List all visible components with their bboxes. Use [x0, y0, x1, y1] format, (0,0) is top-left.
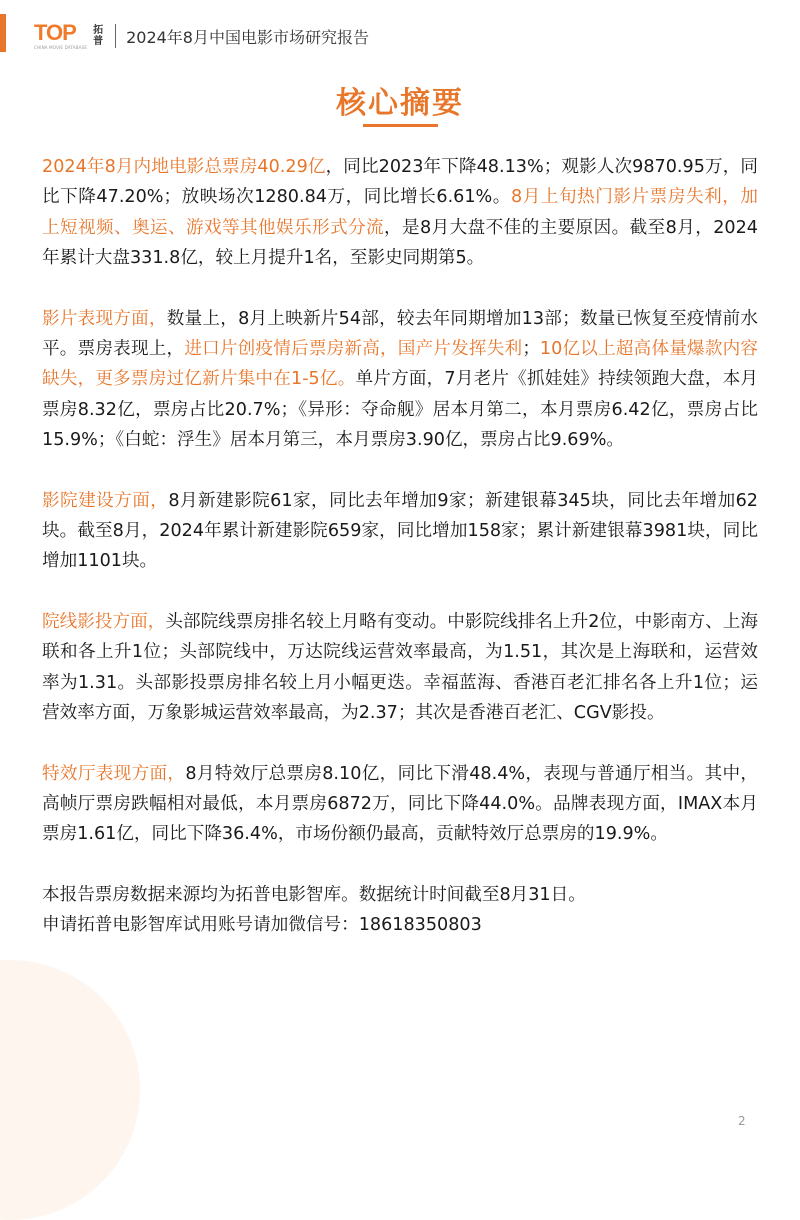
page-number: 2 — [738, 1114, 746, 1128]
body-text: 头部院线票房排名较上月略有变动。中影院线排名上升2位，中影南方、上海联和各上升1位；头部院线中，万达院线运营效率最高，为1.51，其次是上海联和，运营效率为1.31。头部影投票房排名较上月小幅更迭。幸福蓝海、香港百老汇排名各上升1位；运营效率方面，万象影城运营效率最高，为2.37；其次是香港百老汇、CGV影投。 — [42, 611, 758, 724]
summary-content — [42, 152, 758, 941]
decorative-circle — [0, 960, 140, 1220]
body-text: 单片方面，7月老片《抓娃娃》持续领跑大盘，本月票房8.32亿，票房占比20.7%；《异形：夺命舰》居本月第二，本月票房6.42亿，票房占比15.9%；《白蛇：浮生》居本月第三，本月票房3.90亿，票房占比9.69%。 — [42, 369, 758, 451]
highlight-text: 院线影投方面， — [42, 611, 166, 632]
header-accent-bar — [0, 14, 6, 52]
page-title: 核心摘要 — [336, 86, 464, 121]
paragraph-film-performance — [42, 304, 758, 456]
header-divider — [115, 24, 116, 48]
title-underline — [363, 124, 438, 127]
trial-account-note: 申请拓普电影智库试用账号请加微信号：18618350803 — [42, 915, 482, 936]
top-logo — [34, 19, 88, 51]
paragraph-premium-screens — [42, 759, 758, 850]
logo-text: TOP — [34, 19, 76, 45]
body-text: ，同比2023年下降48.13%；观影人次9870.95万，同比下降47.20%；放映场次1280.84万，同比增长6.61%。 — [42, 157, 758, 208]
body-text: 8月新建影院61家，同比去年增加9家；新建银幕345块，同比去年增加62块。截至8月，2024年累计新建影院659家，同比增加158家；累计新建银幕3981块，同比增加1101块。 — [42, 490, 758, 572]
report-title: 2024年8月中国电影市场研究报告 — [126, 27, 369, 47]
highlight-text: 特效厅表现方面， — [42, 763, 186, 784]
logo-chinese: 拓 普 — [93, 25, 104, 47]
paragraph-cinema-construction — [42, 486, 758, 577]
body-text: 8月特效厅总票房8.10亿，同比下滑48.4%，表现与普通厅相当。其中，高帧厅票房跌幅相对最低，本月票房6872万，同比下降44.0%。品牌表现方面，IMAX本月票房1.61亿，同比下降36.4%，市场份额仍最高，贡献特效厅总票房的19.9%。 — [42, 763, 758, 845]
logo-subtext: CHINA MOVIE DATABASE — [34, 44, 88, 50]
paragraph-market-overview — [42, 152, 758, 274]
highlight-text: 进口片创疫情后票房新高，国产片发挥失利 — [184, 339, 523, 360]
highlight-text: 2024年8月内地电影总票房40.29亿 — [42, 157, 326, 177]
data-source-note: 本报告票房数据来源均为拓普电影智库。数据统计时间截至8月31日。 — [42, 884, 586, 905]
body-text: 数量上，8月上映新片54部，较去年同期增加13部；数量已恢复至疫情前水平。票房表现上， — [42, 308, 758, 360]
body-text: ； — [522, 339, 540, 360]
body-text: ，是8月大盘不佳的主要原因。截至8月，2024年累计大盘331.8亿，较上月提升1名，至影史同期第5。 — [42, 217, 758, 269]
paragraph-theater-chains — [42, 607, 758, 729]
highlight-text: 8月上旬热门影片票房失利，加上短视频、奥运、游戏等其他娱乐形式分流 — [42, 187, 758, 238]
highlight-text: 影片表现方面， — [42, 308, 167, 329]
page-header — [34, 16, 369, 56]
highlight-text: 影院建设方面， — [42, 490, 169, 511]
highlight-text: 10亿以上超高体量爆款内容缺失，更多票房过亿新片集中在1-5亿。 — [42, 339, 758, 390]
